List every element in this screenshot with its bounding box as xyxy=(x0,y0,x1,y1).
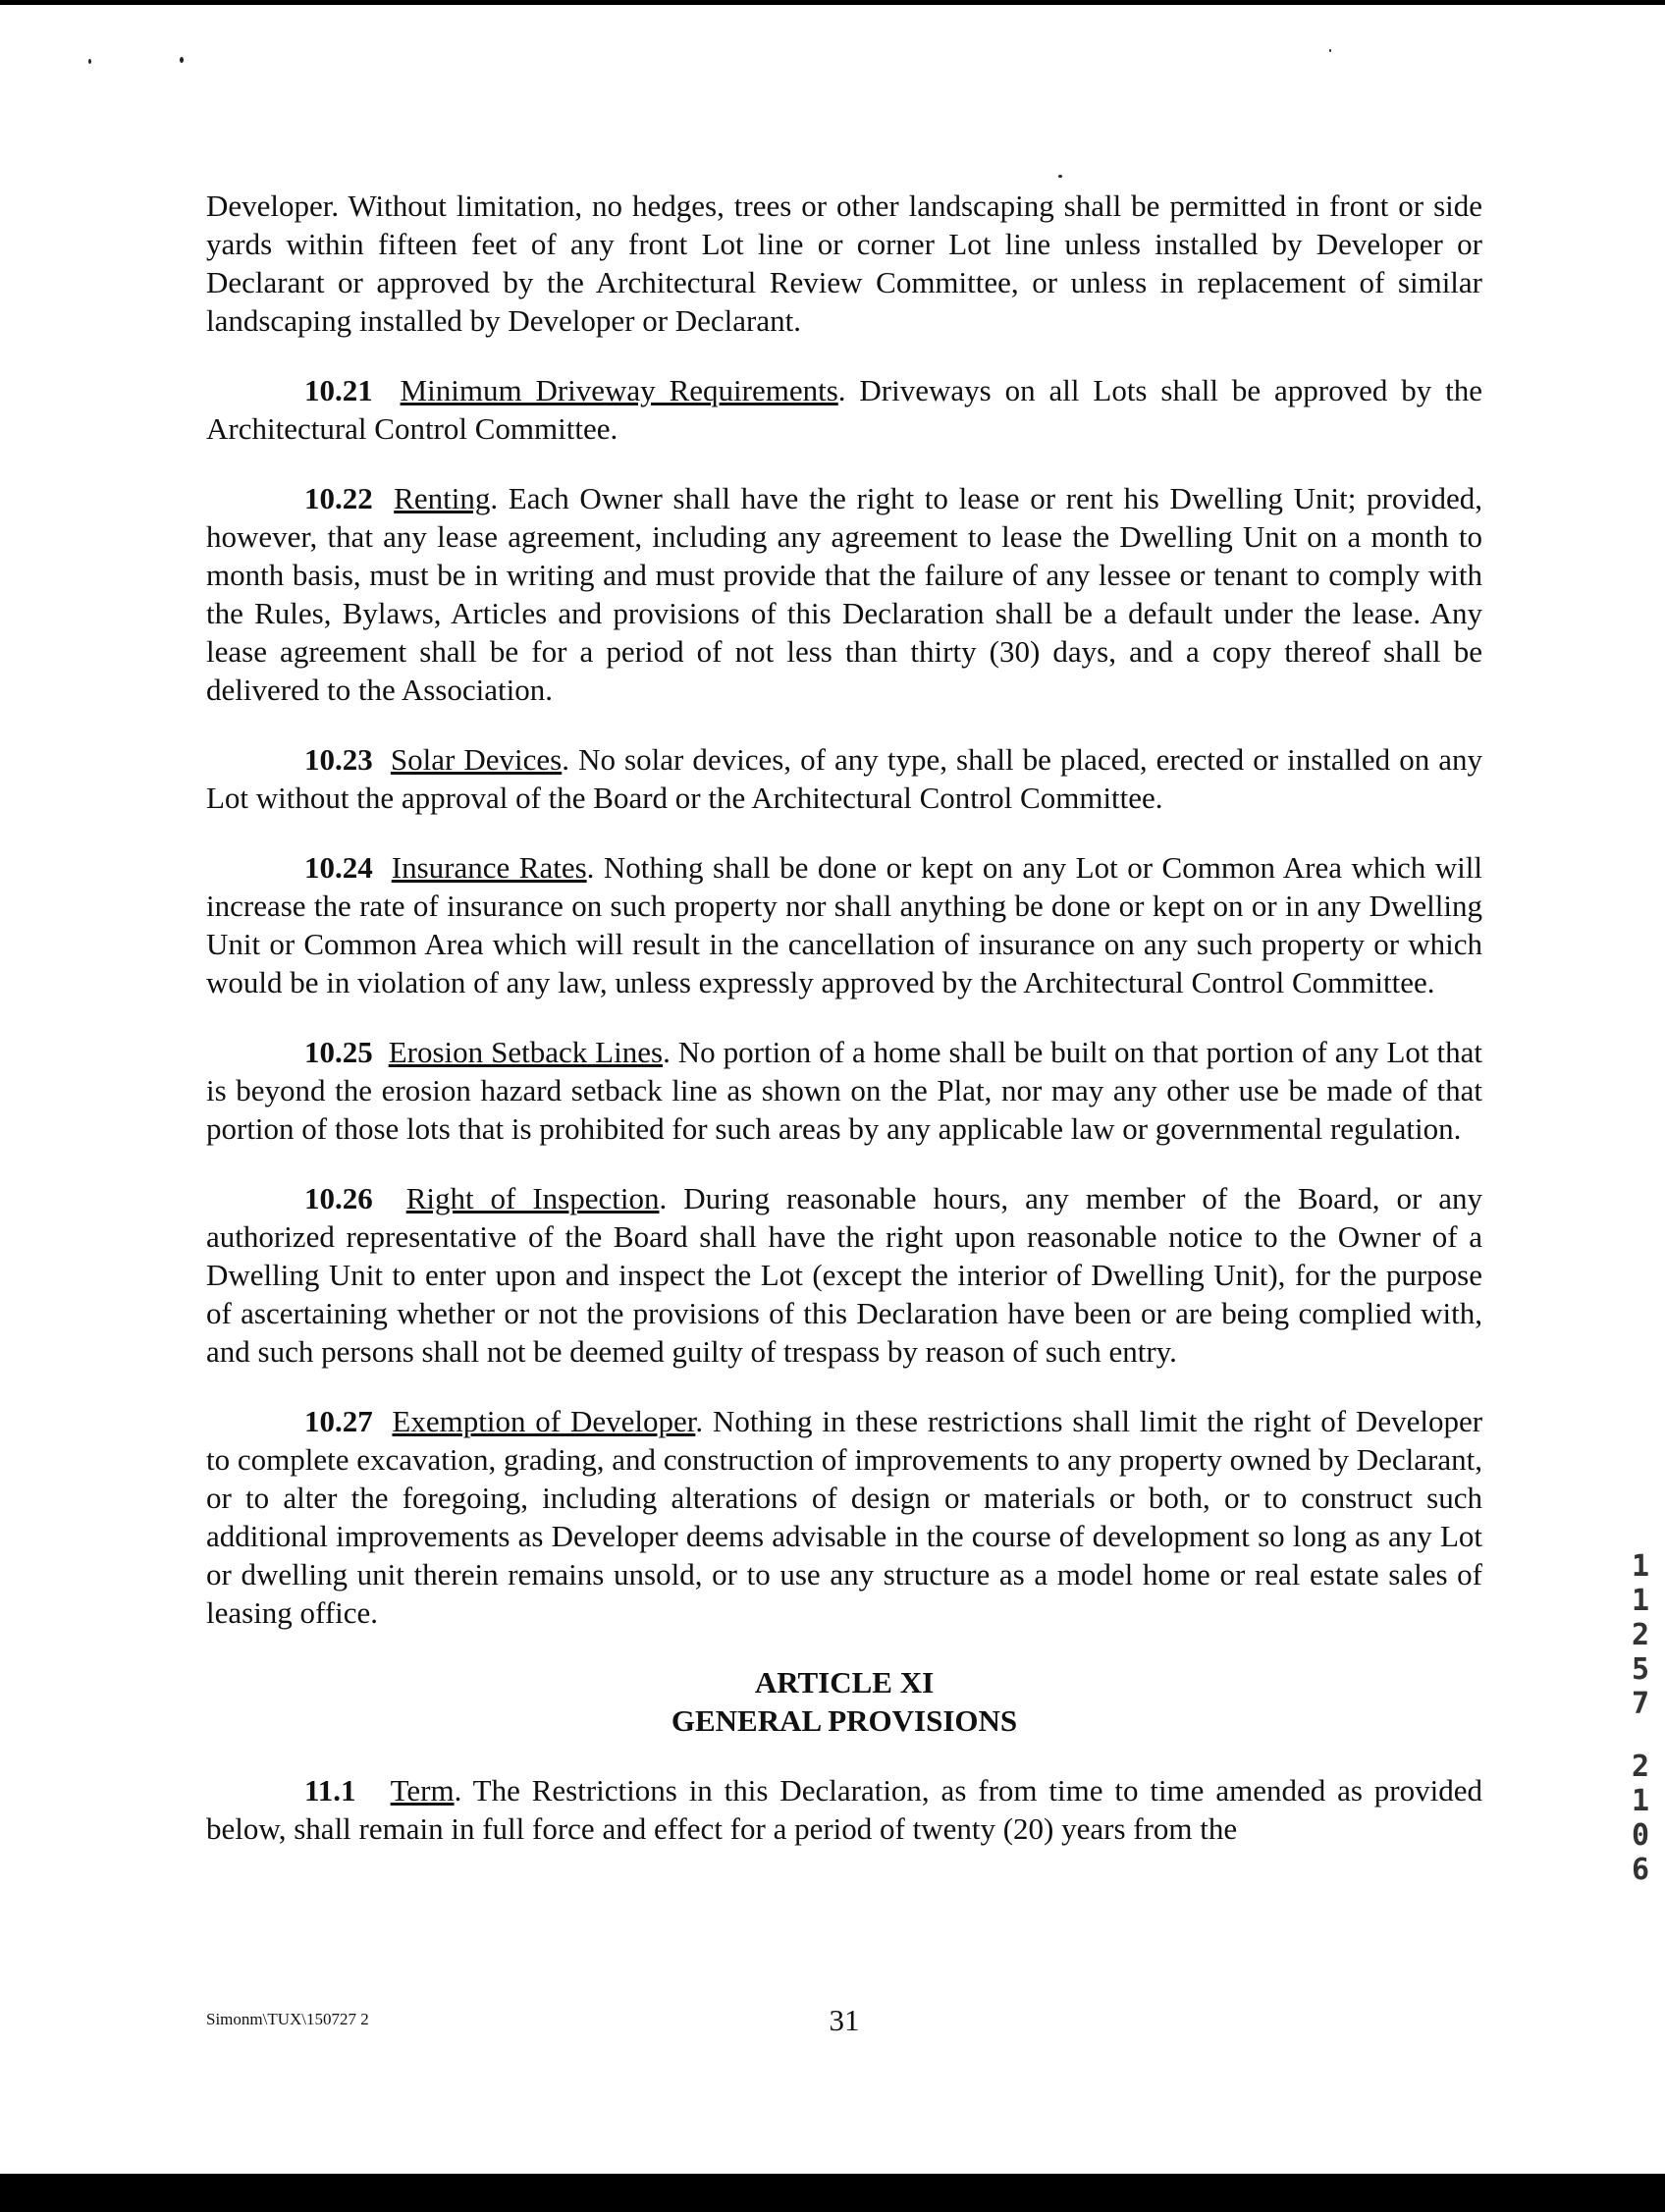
scan-speck xyxy=(1329,49,1331,52)
section-10-21: 10.21 Minimum Driveway Requirements. Driveways on all Lots shall be approved by the Architectural Control Committee. xyxy=(206,373,1482,446)
section-number: 10.25 xyxy=(304,1035,373,1069)
footer-document-id: Simonm\TUX\150727 2 xyxy=(206,2010,369,2028)
section-title: Exemption of Developer xyxy=(392,1404,696,1438)
section-10-22: 10.22 Renting. Each Owner shall have the right to lease or rent his Dwelling Unit; provided, however, that any lease agreement, including any agreement to lease the Dwelling Unit on a month to month basis, must be in writing and must provide that the failure of any lessee or tenant to comply with the Rules, Bylaws, Articles and provisions of this Declaration shall be a default under the lease. Any lease agreement shall be for a period of not less than thirty (30) days, and a copy thereof shall be delivered to the Association. xyxy=(206,481,1483,707)
section-number: 10.26 xyxy=(304,1181,373,1215)
stamp-digit: 0 xyxy=(1631,1818,1650,1853)
stamp-digit: 1 xyxy=(1631,1549,1650,1584)
section-title: Minimum Driveway Requirements xyxy=(400,373,838,407)
stamp-digit: 1 xyxy=(1631,1584,1650,1618)
section-text: Nothing in these restrictions shall limit the right of Developer to complete excavation, grading, and construction of improvements to any property owned by Declarant, or to alter the foregoing, including alterations of design or materials or both, or to construct such additional improvements as Developer deems advisable in the course of development so long as any Lot or dwelling unit therein remains unsold, or to use any structure as a model home or real estate sales of leasing office. xyxy=(206,1404,1483,1630)
section-10-26: 10.26 Right of Inspection. During reasonable hours, any member of the Board, or any authorized representative of the Board shall have the right upon reasonable notice to the Owner of a Dwelling Unit to enter upon and inspect the Lot (except the interior of Dwelling Unit), for the purpose of ascertaining whether or not the provisions of this Declaration have been or are being complied with, and such persons shall not be deemed guilty of trespass by reason of such entry. xyxy=(206,1181,1483,1369)
section-number: 10.24 xyxy=(304,850,373,885)
scan-speck xyxy=(180,57,184,63)
section-title: Term xyxy=(390,1773,455,1807)
section-title: Insurance Rates xyxy=(391,850,587,885)
section-number: 10.22 xyxy=(304,481,373,515)
stamp-digit: 2 xyxy=(1631,1750,1650,1784)
section-10-24: 10.24 Insurance Rates. Nothing shall be done or kept on any Lot or Common Area which will increase the rate of insurance on such property nor shall anything be done or kept on or in any Dwelling Unit or Common Area which will result in the cancellation of insurance on any such property or which would be in violation of any law, unless expressly approved by the Architectural Control Committee. xyxy=(206,850,1482,999)
section-11-1: 11.1 Term. The Restrictions in this Declaration, as from time to time amended as provided below, shall remain in full force and effect for a period of twenty (20) years from the xyxy=(206,1773,1482,1846)
section-10-23: 10.23 Solar Devices. No solar devices, of any type, shall be placed, erected or installed on any Lot without the approval of the Board or the Architectural Control Committee. xyxy=(206,742,1483,815)
section-title: Renting xyxy=(394,481,491,515)
section-text: Each Owner shall have the right to lease or rent his Dwelling Unit; provided, however, that any lease agreement, including any agreement to lease the Dwelling Unit on a month to month basis, must be in writing and must provide that the failure of any lessee or tenant to comply with the Rules, Bylaws, Articles and provisions of this Declaration shall be a default under the lease. Any lease agreement shall be for a period of not less than thirty (30) days, and a copy thereof shall be delivered to the Association. xyxy=(206,481,1483,707)
article-title: GENERAL PROVISIONS xyxy=(671,1703,1018,1738)
document-body xyxy=(206,187,1482,1879)
stamp-digit: 7 xyxy=(1631,1687,1650,1721)
intro-paragraph: Developer. Without limitation, no hedges, trees or other landscaping shall be permitted in front or side yards within fifteen feet of any front Lot line or corner Lot line unless installed by Developer or Declarant or approved by the Architectural Review Committee, or unless in replacement of similar landscaping installed by Developer or Declarant. xyxy=(206,189,1482,338)
stamp-digit: 2 xyxy=(1631,1618,1650,1652)
section-text: No solar devices, of any type, shall be placed, erected or installed on any Lot without the approval of the Board or the Architectural Control Committee. xyxy=(206,742,1483,815)
article-number: ARTICLE XI xyxy=(754,1665,935,1699)
section-text: Driveways on all Lots shall be approved by the Architectural Control Committee. xyxy=(206,373,1482,446)
section-title: Solar Devices xyxy=(390,742,563,777)
section-10-27: 10.27 Exemption of Developer. Nothing in these restrictions shall limit the right of Developer to complete excavation, grading, and construction of improvements to any property owned by Declarant, or to alter the foregoing, including alterations of design or materials or both, or to construct such additional improvements as Developer deems advisable in the course of development so long as any Lot or dwelling unit therein remains unsold, or to use any structure as a model home or real estate sales of leasing office. xyxy=(206,1404,1483,1630)
section-10-25: 10.25 Erosion Setback Lines. No portion of a home shall be built on that portion of any Lot that is beyond the erosion hazard setback line as shown on the Plat, nor may any other use be made of that portion of those lots that is prohibited for such areas by any applicable law or governmental regulation. xyxy=(206,1035,1482,1146)
recording-stamp-lower xyxy=(1626,1750,1655,1887)
recording-stamp-upper xyxy=(1626,1549,1655,1721)
page-number: 31 xyxy=(829,2003,860,2037)
section-title: Right of Inspection xyxy=(405,1181,660,1215)
scan-bottom-border xyxy=(0,2174,1665,2212)
section-number: 10.27 xyxy=(304,1404,373,1438)
section-text: During reasonable hours, any member of the Board, or any authorized representative of the Board shall have the right upon reasonable notice to the Owner of a Dwelling Unit to enter upon and inspect the Lot (except the interior of Dwelling Unit), for the purpose of ascertaining whether or not the provisions of this Declaration have been or are being complied with, and such persons shall not be deemed guilty of trespass by reason of such entry. xyxy=(206,1181,1483,1369)
scan-top-border xyxy=(0,0,1665,5)
section-text: Nothing shall be done or kept on any Lot or Common Area which will increase the rate of insurance on such property nor shall anything be done or kept on or in any Dwelling Unit or Common Area which will result in the cancellation of insurance on any such property or which would be in violation of any law, unless expressly approved by the Architectural Control Committee. xyxy=(206,850,1482,999)
section-title: Erosion Setback Lines xyxy=(388,1035,664,1069)
stamp-digit: 6 xyxy=(1631,1853,1650,1887)
scan-speck xyxy=(1058,175,1062,178)
section-text: The Restrictions in this Declaration, as from time to time amended as provided below, shall remain in full force and effect for a period of twenty (20) years from the xyxy=(206,1773,1482,1846)
section-number: 11.1 xyxy=(304,1773,356,1807)
stamp-digit: 1 xyxy=(1631,1784,1650,1818)
section-number: 10.23 xyxy=(304,742,373,777)
stamp-digit: 5 xyxy=(1631,1652,1650,1687)
article-heading xyxy=(206,1663,1482,1740)
scan-speck xyxy=(88,59,91,64)
section-number: 10.21 xyxy=(304,373,373,407)
section-text: No portion of a home shall be built on that portion of any Lot that is beyond the erosion hazard setback line as shown on the Plat, nor may any other use be made of that portion of those lots that is prohibited for such areas by any applicable law or governmental regulation. xyxy=(206,1035,1482,1146)
